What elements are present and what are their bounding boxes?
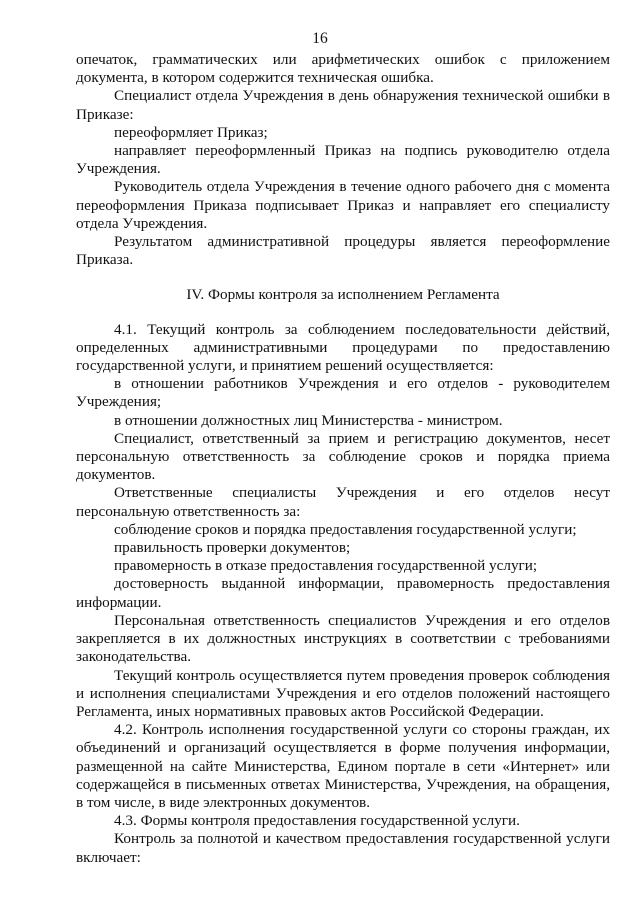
paragraph: Текущий контроль осуществляется путем проведения проверок соблюдения и исполнения специалистами Учреждения и его отделов положений настоящего Регламента, иных нормативных правовых актов Российской Федерации.	[76, 666, 610, 720]
paragraph: Руководитель отдела Учреждения в течение одного рабочего дня с момента переоформления Приказа подписывает Приказ и направляет его специалисту отдела Учреждения.	[76, 178, 610, 232]
paragraph: достоверность выданной информации, правомерность предоставления информации.	[76, 575, 610, 611]
paragraph: Персональная ответственность специалистов Учреждения и его отделов закрепляется в их должностных инструкциях в соответствии с требованиями законодательства.	[76, 611, 610, 666]
paragraph: Контроль за полнотой и качеством предоставления государственной услуги включает:	[76, 830, 610, 866]
paragraph: Специалист, ответственный за прием и регистрацию документов, несет персональную ответственность за соблюдение сроков и порядка приема документов.	[76, 429, 610, 484]
section-title: IV. Формы контроля за исполнением Регламента	[186, 286, 500, 304]
paragraph: 4.1. Текущий контроль за соблюдением последовательности действий, определенных административными процедурами по предоставлению государственной услуги, и принятием решений осуществляется:	[76, 320, 610, 375]
paragraph: Ответственные специалисты Учреждения и его отделов несут персональную ответственность за:	[76, 484, 610, 520]
paragraph: правомерность в отказе предоставления государственной услуги;	[114, 557, 538, 575]
paragraph: соблюдение сроков и порядка предоставления государственной услуги;	[114, 520, 577, 538]
page-number: 16	[312, 30, 328, 47]
document-body	[76, 51, 610, 867]
paragraph: в отношении должностных лиц Министерства - министром.	[114, 411, 503, 429]
paragraph: в отношении работников Учреждения и его отделов - руководителем Учреждения;	[76, 375, 610, 411]
paragraph: 4.3. Формы контроля предоставления государственной услуги.	[114, 812, 520, 830]
paragraph: переоформляет Приказ;	[114, 123, 268, 141]
paragraph: Результатом административной процедуры является переоформление Приказа.	[76, 233, 610, 269]
paragraph: направляет переоформленный Приказ на подпись руководителю отдела Учреждения.	[76, 142, 610, 178]
paragraph: правильность проверки документов;	[114, 539, 351, 557]
paragraph: Специалист отдела Учреждения в день обнаружения технической ошибки в Приказе:	[76, 87, 610, 123]
paragraph: 4.2. Контроль исполнения государственной услуги со стороны граждан, их объединений и организаций осуществляется в форме получения информации, размещенной на сайте Министерства, Едином портале в сети «Интернет» или содержащейся в письменных ответах Министерства, Учреждения, на обращения, в том числе, в виде электронных документов.	[76, 721, 610, 811]
paragraph: опечаток, грамматических или арифметических ошибок с приложением документа, в котором содержится техническая ошибка.	[76, 51, 610, 87]
